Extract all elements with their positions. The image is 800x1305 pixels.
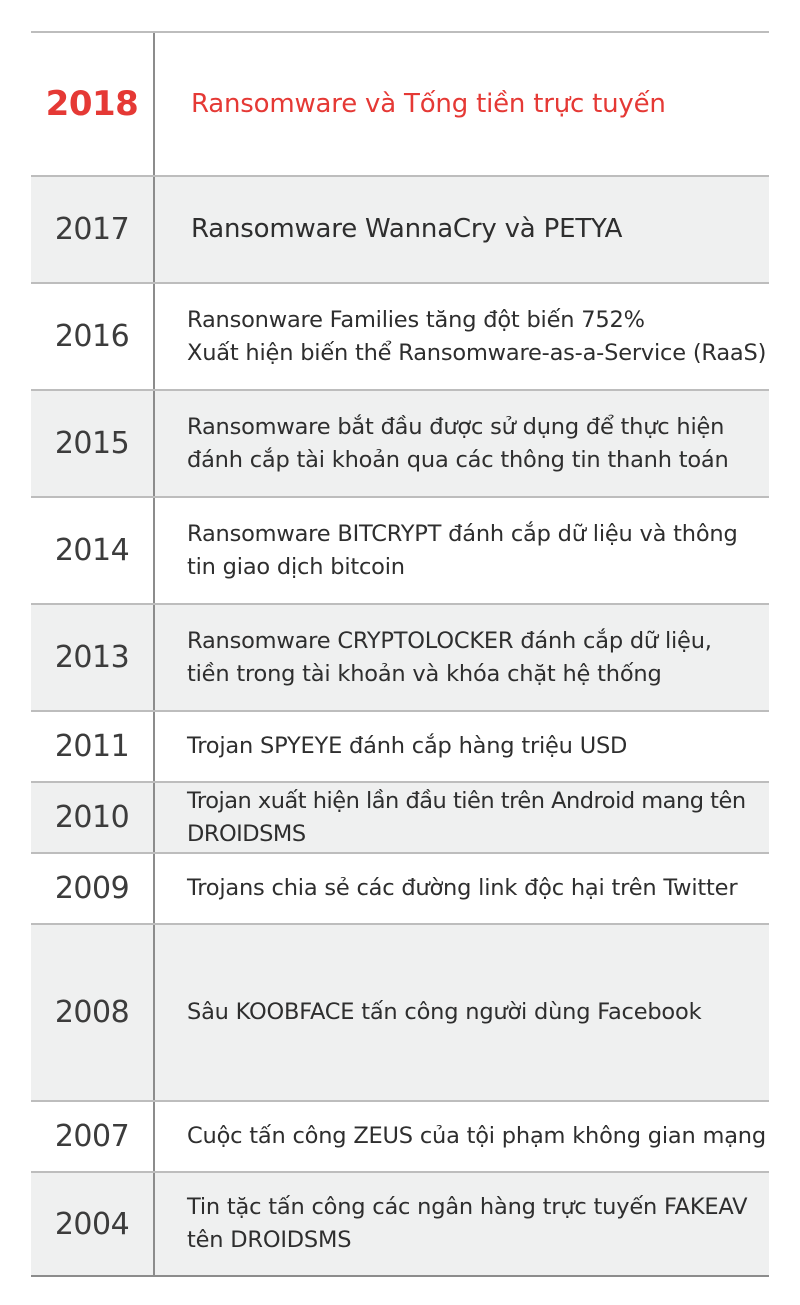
- timeline-row-2016: [31, 284, 769, 391]
- event-description: Ransonware Families tăng đột biến 752% Xuất hiện biến thể Ransomware-as-a-Service (RaaS): [187, 306, 767, 366]
- event-description: Cuộc tấn công ZEUS của tội phạm không gian mạng: [187, 1123, 766, 1149]
- event-description: Ransomware CRYPTOLOCKER đánh cắp dữ liệu, tiền trong tài khoản và khóa chặt hệ thống: [187, 627, 712, 687]
- timeline-row-2017: [31, 177, 769, 284]
- event-description: Ransomware BITCRYPT đánh cắp dữ liệu và thông tin giao dịch bitcoin: [187, 520, 738, 580]
- year-cell: 2013: [31, 605, 155, 710]
- timeline-row-2011: [31, 712, 769, 783]
- event-description: Trojan SPYEYE đánh cắp hàng triệu USD: [187, 733, 628, 759]
- timeline-row-2018: [31, 33, 769, 177]
- year-cell: 2009: [31, 854, 155, 923]
- year-cell: 2008: [31, 925, 155, 1100]
- year-cell: 2007: [31, 1102, 155, 1171]
- timeline-table: [31, 31, 769, 1277]
- timeline-row-2010: [31, 783, 769, 854]
- timeline-row-2014: [31, 498, 769, 605]
- year-cell: 2010: [31, 783, 155, 852]
- event-description: Ransomware WannaCry và PETYA: [191, 214, 623, 244]
- timeline-row-2013: [31, 605, 769, 712]
- timeline-row-2007: [31, 1102, 769, 1173]
- year-cell: 2015: [31, 391, 155, 496]
- event-description: Tin tặc tấn công các ngân hàng trực tuyến FAKEAV tên DROIDSMS: [187, 1194, 748, 1253]
- timeline-row-2008: [31, 925, 769, 1102]
- year-cell: 2004: [31, 1173, 155, 1275]
- timeline-row-2009: [31, 854, 769, 925]
- year-cell: 2011: [31, 712, 155, 781]
- timeline-row-2015: [31, 391, 769, 498]
- event-description: Trojan xuất hiện lần đầu tiên trên Android mang tên DROIDSMS: [187, 787, 746, 847]
- event-description: Trojans chia sẻ các đường link độc hại trên Twitter: [187, 875, 738, 901]
- event-description: Ransomware và Tống tiền trực tuyến: [191, 88, 666, 119]
- year-cell: 2017: [31, 177, 155, 282]
- year-cell: 2016: [31, 284, 155, 389]
- event-description: Sâu KOOBFACE tấn công người dùng Facebook: [187, 999, 702, 1025]
- timeline-row-2004: [31, 1173, 769, 1277]
- year-cell: 2018: [31, 33, 155, 175]
- year-cell: 2014: [31, 498, 155, 603]
- event-description: Ransomware bắt đầu được sử dụng để thực hiện đánh cắp tài khoản qua các thông tin thanh toán: [187, 413, 729, 473]
